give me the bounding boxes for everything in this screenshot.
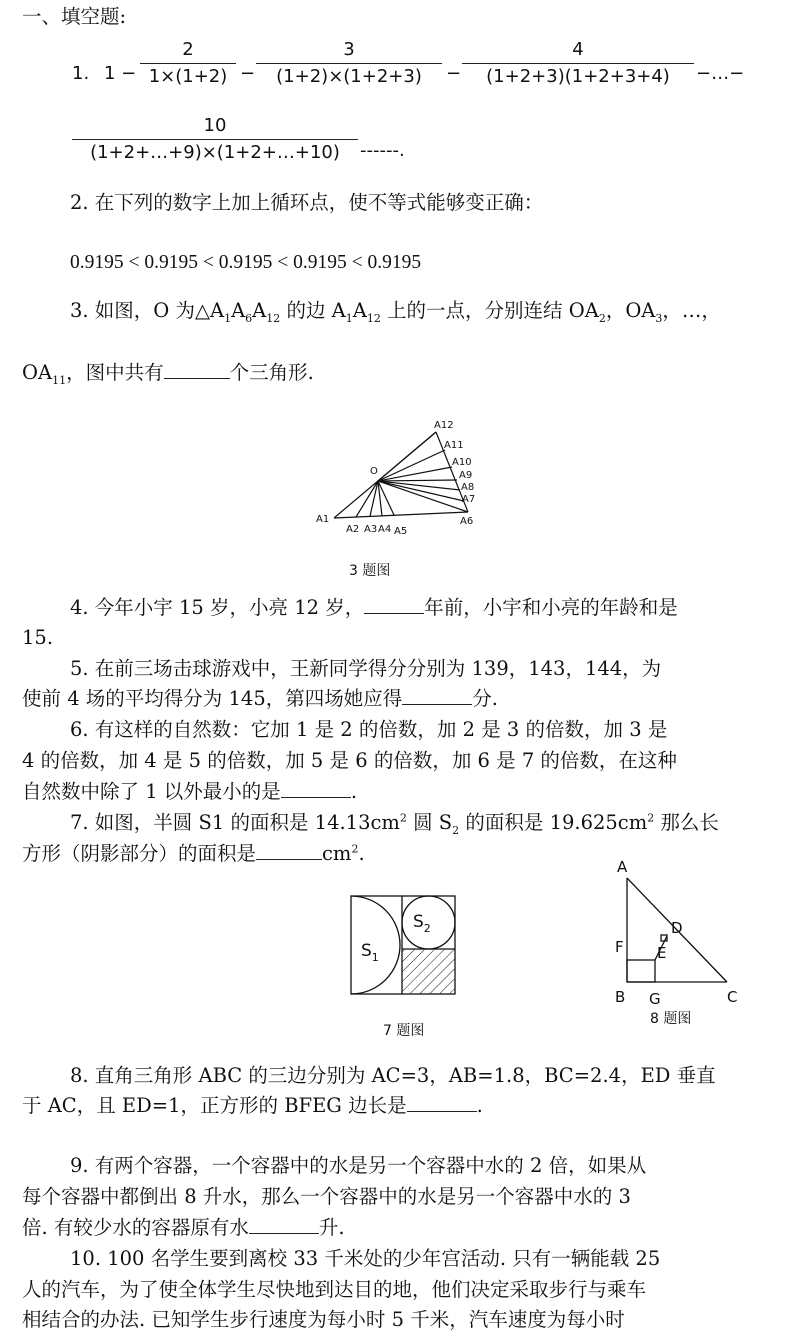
q4-line-1 — [70, 595, 678, 621]
q8-label-a: A — [617, 858, 628, 876]
q3-label-a12: A12 — [434, 420, 454, 431]
q9-text-a: 倍. 有较少水的容器原有水 — [22, 1216, 249, 1239]
q3-label-a10: A10 — [452, 457, 472, 468]
q3-label-a11: A11 — [444, 440, 464, 451]
q3-line-1 — [70, 298, 721, 324]
q3-sub: 11 — [52, 373, 67, 387]
q3-text-sep: ，OA — [605, 299, 656, 322]
q7-label-s1-main: S — [361, 941, 372, 961]
q1-lead: 1 − — [104, 63, 137, 84]
q2-text: 2. 在下列的数字上加上循环点，使不等式能够变正确： — [70, 191, 544, 214]
q7-sup: 2 — [647, 811, 655, 825]
q3-text-g: 个三角形. — [229, 361, 314, 384]
q3-label-a8: A8 — [461, 482, 475, 493]
q3-text-e: OA — [22, 361, 53, 384]
q3-text-d: ，…， — [662, 299, 721, 322]
q10-line-3: 相结合的办法. 已知学生步行速度为每小时 5 千米，汽车速度为每小时 — [22, 1308, 625, 1331]
q8-answer-blank[interactable] — [407, 1095, 477, 1112]
q3-figure — [310, 410, 500, 550]
q1-f3-denominator: (1+2+3)(1+2+3+4) — [486, 66, 670, 87]
q3-label-a7: A7 — [462, 494, 476, 505]
q1-fraction-4 — [72, 113, 358, 166]
q1-f4-denominator: (1+2+…+9)×(1+2+…+10) — [90, 142, 340, 163]
q3-sub: 1 — [224, 311, 232, 325]
q7-text-b2: cm — [322, 842, 352, 865]
q6-line-1: 6. 有这样的自然数：它加 1 是 2 的倍数，加 2 是 3 的倍数，加 3 是 — [70, 718, 668, 741]
q3-fig-segment — [378, 467, 452, 481]
q7-sup: 2 — [351, 842, 359, 856]
q3-fig-segment — [378, 481, 464, 501]
q8-label-e: E — [657, 944, 667, 962]
q9-line-3 — [22, 1215, 345, 1241]
q1-f2-numerator: 3 — [343, 39, 355, 60]
q8-label-b: B — [615, 988, 626, 1006]
q6-text-a: 自然数中除了 1 以外最小的是 — [22, 780, 281, 803]
q7-label-s2 — [413, 912, 431, 935]
q8-label-d: D — [671, 919, 683, 937]
q5-line-1: 5. 在前三场击球游戏中，王新同学得分分别为 139，143，144，为 — [70, 657, 662, 680]
q7-text-a2: 方形（阴影部分）的面积是 — [22, 842, 257, 865]
q3-text-b2: A — [352, 299, 367, 322]
q4-line-2: 15. — [22, 626, 54, 649]
q1-ellipsis: −…− — [696, 63, 745, 84]
q9-line-1: 9. 有两个容器，一个容器中的水是另一个容器中水的 2 倍，如果从 — [70, 1154, 647, 1177]
q1-fraction-2 — [256, 37, 442, 90]
q7-figure — [345, 890, 465, 1002]
q3-text-c: 上的一点，分别连结 OA — [380, 299, 599, 322]
q1-f4-numerator: 10 — [203, 115, 227, 136]
section-title: 一、填空题: — [22, 5, 127, 28]
q6-answer-blank[interactable] — [281, 781, 351, 798]
q5-text-b: 分. — [472, 687, 498, 710]
q3-sub: 12 — [366, 311, 381, 325]
q3-label-a3: A3 — [364, 524, 378, 535]
q3-line-2 — [22, 360, 314, 386]
q3-fig-segment — [378, 432, 436, 481]
q8-line-1: 8. 直角三角形 ABC 的三边分别为 AC=3，AB=1.8，BC=2.4，ED 垂直 — [70, 1064, 716, 1087]
q7-line-1 — [70, 810, 719, 836]
q7-text-b: 圆 S — [406, 811, 453, 834]
q1-f1-numerator: 2 — [182, 39, 194, 60]
q10-line-2: 人的汽车，为了使全体学生尽快地到达目的地，他们决定采取步行与乘车 — [22, 1278, 647, 1301]
q4-text-a: 4. 今年小宇 15 岁，小亮 12 岁， — [70, 596, 365, 619]
q6-line-3 — [22, 779, 357, 805]
q3-sub: 1 — [345, 311, 353, 325]
q6-line-2: 4 的倍数，加 4 是 5 的倍数，加 5 是 6 的倍数，加 6 是 7 的倍数，在这种 — [22, 749, 677, 772]
q3-label-a2: A2 — [346, 524, 360, 535]
q7-sup: 2 — [399, 811, 407, 825]
q8-label-f: F — [615, 938, 624, 956]
q3-text-a2: A — [231, 299, 246, 322]
q3-label-a1: A1 — [316, 514, 330, 525]
q2-inequality: 0.9195 < 0.9195 < 0.9195 < 0.9195 < 0.9195 — [70, 252, 422, 273]
q3-answer-blank[interactable] — [164, 362, 230, 379]
q1-f1-denominator: 1×(1+2) — [148, 66, 228, 87]
q3-caption: 3 题图 — [349, 563, 391, 579]
q9-line-2: 每个容器中都倒出 8 升水，那么一个容器中的水是另一个容器中水的 3 — [22, 1185, 631, 1208]
q8-figure — [605, 856, 755, 1006]
q5-line-2 — [22, 686, 498, 712]
q8-line-2 — [22, 1093, 483, 1119]
q5-answer-blank[interactable] — [402, 688, 472, 705]
q7-text-a: 7. 如图，半圆 S1 的面积是 14.13cm — [70, 811, 400, 834]
q5-text-a: 使前 4 场的平均得分为 145，第四场她应得 — [22, 687, 403, 710]
q9-answer-blank[interactable] — [249, 1217, 319, 1234]
q7-answer-blank[interactable] — [256, 843, 322, 860]
q6-text-b: . — [350, 780, 358, 803]
q1-trail: ------. — [360, 140, 405, 161]
q7-label-s1-sub: 1 — [371, 951, 379, 964]
q3-sub: 12 — [266, 311, 281, 325]
q3-fig-segment — [378, 450, 445, 481]
q3-text-b: 的边 A — [280, 299, 346, 322]
q3-label-a5: A5 — [394, 526, 408, 537]
q8-text-b: . — [476, 1094, 483, 1117]
q7-text-d: 那么长 — [654, 811, 719, 834]
q4-answer-blank[interactable] — [364, 597, 424, 614]
q9-text-b: 升. — [318, 1216, 345, 1239]
q3-sub: 3 — [655, 311, 663, 325]
q3-text-a: 3. 如图，O 为△A — [70, 299, 225, 322]
q8-text-a: 于 AC，且 ED=1，正方形的 BFEG 边长是 — [22, 1094, 407, 1117]
q1-number: 1. — [72, 63, 90, 84]
q1-f3-numerator: 4 — [572, 39, 584, 60]
q3-text-f: ，图中共有 — [66, 361, 164, 384]
q7-sub: 2 — [452, 823, 460, 837]
q1-fraction-1 — [140, 37, 236, 90]
q1-minus-2: − — [446, 63, 462, 84]
q1-f2-denominator: (1+2)×(1+2+3) — [276, 66, 422, 87]
q3-label-a4: A4 — [378, 524, 392, 535]
q3-sub: 6 — [245, 311, 253, 325]
q3-sub: 2 — [598, 311, 606, 325]
q7-semicircle-s1 — [351, 896, 400, 994]
q1-minus-1: − — [240, 63, 256, 84]
q7-label-s1 — [361, 941, 379, 964]
q7-caption: 7 题图 — [383, 1023, 425, 1039]
q7-shaded-rect — [403, 950, 455, 994]
q7-line-2 — [22, 841, 365, 867]
q3-label-a9: A9 — [459, 470, 473, 481]
q8-label-g: G — [649, 990, 661, 1006]
q7-label-s2-sub: 2 — [423, 922, 431, 935]
q7-text-c: 的面积是 19.625cm — [459, 811, 648, 834]
q3-fig-base — [334, 512, 468, 518]
q3-fig-segment — [378, 480, 457, 481]
q8-label-c: C — [727, 988, 738, 1006]
q3-label-o: O — [370, 466, 378, 477]
q8-caption: 8 题图 — [650, 1011, 692, 1027]
q3-text-a4: A — [252, 299, 267, 322]
q3-fig-segment — [356, 481, 378, 517]
q10-line-1: 10. 100 名学生要到离校 33 千米处的少年宫活动. 只有一辆能载 25 — [70, 1247, 661, 1270]
q7-label-s2-main: S — [413, 912, 424, 932]
q8-square-bfeg — [627, 960, 655, 982]
q4-text-b: 年前，小宇和小亮的年龄和是 — [424, 596, 678, 619]
q1-fraction-3 — [462, 37, 694, 90]
q3-label-a6: A6 — [460, 516, 474, 527]
q7-text-c2: . — [358, 842, 365, 865]
